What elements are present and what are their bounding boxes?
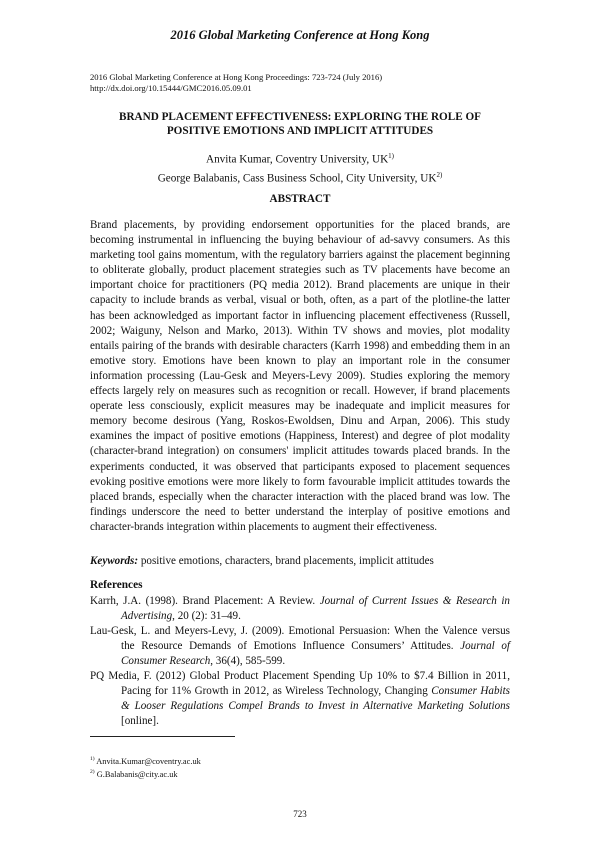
keywords-text: positive emotions, characters, brand placements, implicit attitudes: [138, 555, 434, 567]
proceedings-info: [90, 72, 382, 94]
paper-title: [60, 110, 540, 138]
references-heading: References: [90, 579, 143, 591]
doi-link[interactable]: http://dx.doi.org/10.15444/GMC2016.05.09.01: [90, 83, 252, 93]
footnote-2-mark: 2): [90, 768, 95, 775]
reference-item: [90, 624, 510, 669]
author-2-name: George Balabanis, Cass Business School, City University, UK: [157, 172, 437, 185]
footnote-2-email[interactable]: G.Balabanis@city.ac.uk: [94, 769, 178, 779]
reference-1-details: , 20 (2): 31–49.: [172, 610, 241, 622]
reference-2-text: Lau-Gesk, L. and Meyers-Levy, J. (2009). Emotional Persuasion: When the Valence versus the Resource Demands of Emotions Influence Consumers’ Attitudes.: [90, 625, 510, 652]
keywords: [90, 554, 510, 569]
author-1-name: Anvita Kumar, Coventry University, UK: [206, 153, 389, 166]
reference-3-text: PQ Media, F. (2012) Global Product Placement Spending Up 10% to $7.4 Billion in 2011, Pacing for 11% Growth in 2012, as Wireless Technology, Changing: [90, 670, 510, 697]
author-1: [60, 149, 540, 168]
reference-item: [90, 669, 510, 729]
reference-1-text: Karrh, J.A. (1998). Brand Placement: A Review.: [90, 595, 320, 607]
reference-3-title: Consumer Habits & Looser Regulations Compel Brands to Invest in Alternative Marketing Solutions: [121, 685, 510, 712]
author-list: [60, 149, 540, 186]
page-number: 723: [293, 809, 307, 819]
footnote-1-mark: 1): [90, 756, 95, 762]
proceedings-citation: 2016 Global Marketing Conference at Hong Kong Proceedings: 723-724 (July 2016): [90, 72, 383, 82]
abstract-heading: ABSTRACT: [269, 193, 331, 205]
keywords-label: Keywords:: [90, 555, 139, 567]
reference-2-journal: Journal of Consumer Research: [121, 640, 510, 667]
reference-3-details: [online].: [121, 715, 159, 727]
title-line-2: POSITIVE EMOTIONS AND IMPLICIT ATTITUDES: [166, 125, 434, 137]
footnote-2: [90, 767, 201, 780]
author-1-footnote-mark: 1): [388, 152, 394, 160]
title-line-1: BRAND PLACEMENT EFFECTIVENESS: EXPLORING THE ROLE OF: [119, 111, 481, 123]
footnotes: [90, 754, 201, 780]
footnote-divider: [90, 736, 235, 737]
author-2: [60, 168, 540, 187]
reference-1-journal: Journal of Current Issues & Research in Advertising: [121, 595, 510, 622]
footnote-1: [90, 754, 201, 767]
reference-2-details: , 36(4), 585-599.: [210, 655, 286, 667]
reference-list: [90, 594, 510, 729]
reference-item: [90, 594, 510, 624]
author-2-footnote-mark: 2): [436, 170, 443, 179]
abstract-body: [90, 218, 510, 535]
abstract-text: Brand placements, by providing endorsement opportunities for the placed brands, are becoming instrumental in influencing the buying behaviour of ad-savvy consumers. As this marketing tool gains momentum, with the regulatory barriers against the placement beginning to obliterate globally, product placement strategies such as TV placements have become an important choice for practitioners (PQ media 2012). Brand placements are unique in their capacity to include brands as verbal, visual or both, often, as a part of the plotline-the latter has been acknowledged as important factor in influencing placement effectiveness (Russell, 2002; Waiguny, Nelson and Marko, 2013). Within TV shows and movies, plot modality entails pairing of the brands with desirable characters (Karrh 1998) and embedding them in an emotive story. Emotions have been known to play an important role in the consumer information processing (Lau-Gesk and Meyers-Levy 2009). Studies exploring the memory effects largely rely on measures such as recognition or recall. However, if brand placements operate less consciously, explicit measures may be inadequate and implicit measures for memory become desirous (Yang, Roskos-Ewoldsen, Dinu and Arpan, 2006). This study examines the impact of positive emotions (Happiness, Interest) and degree of plot modality (character-brand integration) on consumers' implicit attitudes towards placed brands. In the experiments conducted, it was observed that participants exposed to placement sequences evoking positive emotions were more likely to form favourable implicit attitudes towards the placed brands, especially when the character interaction with the placed brand was low. The findings underscore the need to better understand the interplay of positive emotions and character-brands integration within placements to augment their effectiveness.: [90, 219, 510, 533]
footnote-1-email[interactable]: Anvita.Kumar@coventry.ac.uk: [94, 756, 201, 766]
running-header: 2016 Global Marketing Conference at Hong Kong: [170, 28, 430, 42]
